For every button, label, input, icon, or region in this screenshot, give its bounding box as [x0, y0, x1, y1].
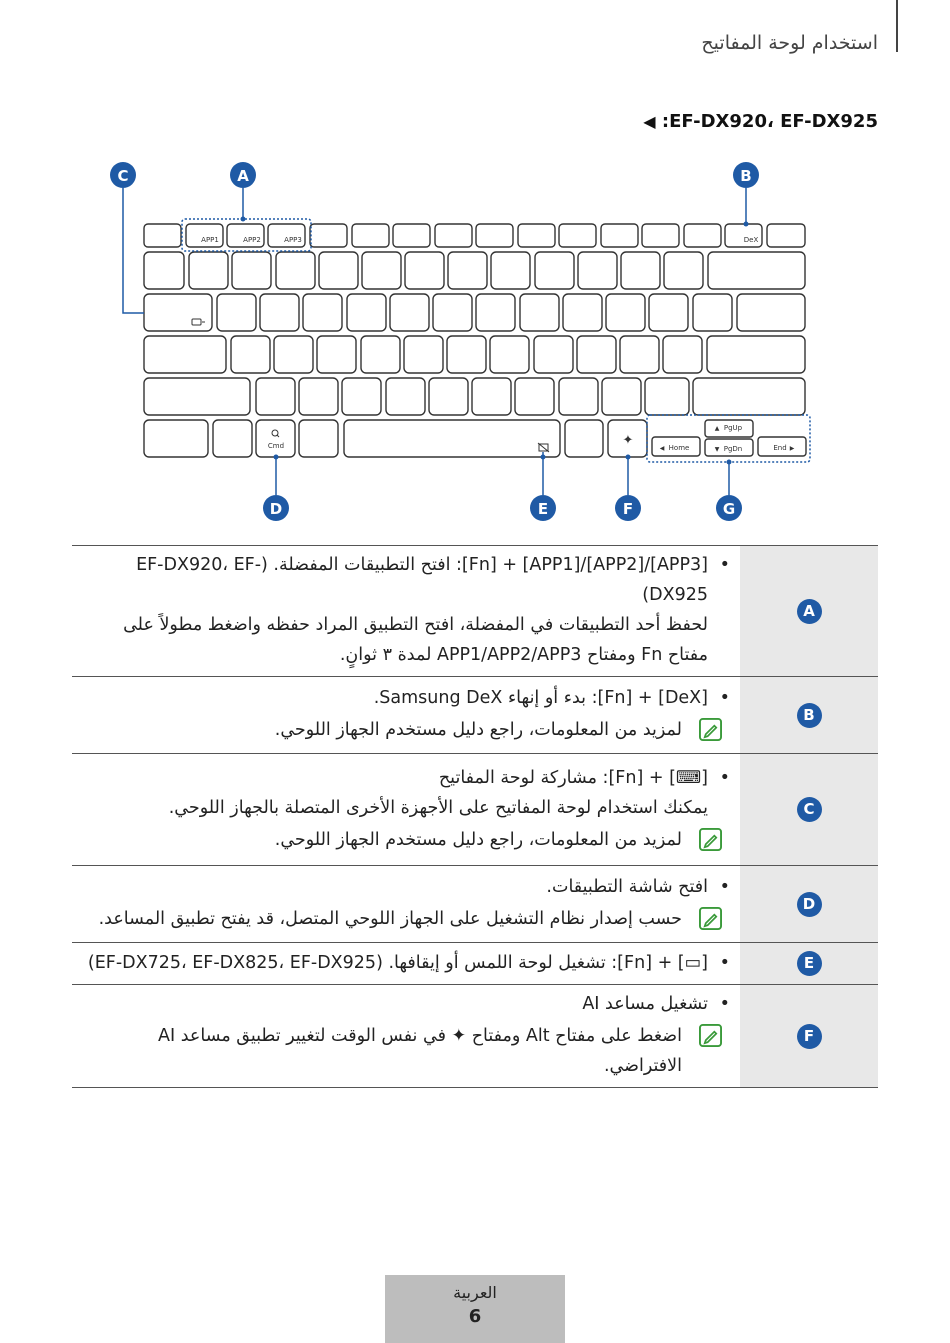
keyboard-diagram: [0, 150, 950, 530]
key: [649, 294, 688, 331]
table-row: [72, 677, 878, 754]
row-badge: D: [797, 892, 822, 917]
svg-text:C: C: [117, 167, 129, 185]
svg-text:G: G: [722, 500, 736, 518]
header-rule: [896, 0, 898, 52]
key: [534, 336, 573, 373]
key: [393, 224, 430, 247]
svg-text:F: F: [622, 500, 634, 518]
key: [563, 294, 602, 331]
key: [256, 378, 295, 415]
key-label-cmd: Cmd: [267, 442, 285, 450]
note-text: اضغط على مفتاح Alt ومفتاح ✦ في نفس الوقت لتغيير تطبيق مساعد AI الافتراضي.: [158, 1026, 682, 1076]
svg-text:A: A: [237, 167, 249, 185]
key: [472, 378, 511, 415]
row-bullet: • افتح شاشة التطبيقات.: [82, 872, 740, 902]
key-rshift: [693, 378, 805, 415]
arrow-left-icon: ◀: [659, 445, 665, 452]
triangle-icon: ◀: [643, 112, 656, 131]
note-text: لمزيد من المعلومات، راجع دليل مستخدم الجهاز اللوحي.: [274, 720, 682, 740]
row-badge: E: [797, 951, 822, 976]
models-text: EF-DX920، EF-DX925:: [661, 111, 878, 132]
row-text: يمكنك استخدام لوحة المفاتيح على الأجهزة الأخرى المتصلة بالجهاز اللوحي.: [168, 797, 708, 818]
row-badge: C: [797, 797, 822, 822]
key-fn: [213, 420, 252, 457]
key: [601, 224, 638, 247]
row-bullet: • [▭] + [Fn]: تشغيل لوحة اللمس أو إيقافها. (EF-DX725، EF-DX825، EF-DX925): [82, 948, 740, 978]
key: [299, 378, 338, 415]
key: [606, 294, 645, 331]
row-bullet: • تشغيل مساعد AI: [82, 989, 740, 1019]
note-text: حسب إصدار نظام التشغيل على الجهاز اللوحي المتصل، قد يفتح تطبيق المساعد.: [98, 909, 682, 929]
key: [317, 336, 356, 373]
row-bullet: • [APP3]/[APP2]/[APP1] + [Fn]: افتح التطبيقات المفضلة. (EF-DX920، EF-DX925): [82, 550, 740, 610]
row-badge: F: [797, 1024, 822, 1049]
key-alt: [299, 420, 338, 457]
feature-table: [72, 545, 878, 1088]
row-badge: B: [797, 703, 822, 728]
footer-language: العربية: [453, 1283, 497, 1302]
key: [577, 336, 616, 373]
key: [435, 224, 472, 247]
key: [390, 294, 429, 331]
key: [352, 224, 389, 247]
callout-g: [716, 495, 742, 521]
key: [189, 252, 228, 289]
key: [535, 252, 574, 289]
svg-text:E: E: [537, 500, 549, 518]
key: [274, 336, 313, 373]
key-ctrl: [144, 420, 208, 457]
key: [362, 252, 401, 289]
table-row: [72, 754, 878, 866]
key: [361, 336, 400, 373]
key-backspace: [708, 252, 805, 289]
note-icon: [699, 1024, 722, 1047]
key: [518, 224, 555, 247]
key: [260, 294, 299, 331]
row-bullet: • [DeX] + [Fn]: بدء أو إنهاء Samsung DeX.: [82, 683, 740, 713]
arrow-right-icon: ▶: [789, 445, 795, 452]
callout-a: [230, 162, 256, 188]
key: [476, 294, 515, 331]
callout-d: [263, 495, 289, 521]
key: [405, 252, 444, 289]
key: [448, 252, 487, 289]
key: [621, 252, 660, 289]
key: [231, 336, 270, 373]
table-row: [72, 985, 878, 1088]
table-row: [72, 546, 878, 677]
callout-c: [110, 162, 136, 188]
key-tab: [144, 294, 212, 331]
key: [276, 252, 315, 289]
row-bullet: • [⌨] + [Fn]: مشاركة لوحة المفاتيح: [82, 763, 740, 793]
key: [642, 224, 679, 247]
note-icon: [699, 907, 722, 930]
key-label-app1: APP1: [201, 236, 219, 244]
key: [447, 336, 486, 373]
arrow-down-icon: ▼: [714, 446, 720, 453]
key: [520, 294, 559, 331]
key: [429, 378, 468, 415]
key: [303, 294, 342, 331]
arrow-up-icon: ▲: [714, 425, 720, 432]
key-label-app2: APP2: [243, 236, 261, 244]
key: [310, 224, 347, 247]
key: [386, 378, 425, 415]
key: [645, 378, 689, 415]
note-icon: [699, 828, 722, 851]
callout-f: [615, 495, 641, 521]
key-lshift: [144, 378, 250, 415]
key: [767, 224, 805, 247]
key-ralt: [565, 420, 603, 457]
key: [737, 294, 805, 331]
key: [347, 294, 386, 331]
key-label-app3: APP3: [284, 236, 302, 244]
key: [664, 252, 703, 289]
note-icon: [699, 718, 722, 741]
row-text: لحفظ أحد التطبيقات في المفضلة، افتح التطبيق المراد حفظه واضغط مطولاً على مفتاح Fn ومفتاح APP1/APP2/APP3 لمدة ٣ ثوانٍ.: [123, 615, 708, 665]
key: [578, 252, 617, 289]
key: [490, 336, 529, 373]
key-caps: [144, 336, 226, 373]
table-row: [72, 943, 878, 985]
key: [342, 378, 381, 415]
key: [515, 378, 554, 415]
ai-sparkle-icon: ✦: [622, 433, 634, 448]
key: [319, 252, 358, 289]
table-row: [72, 866, 878, 943]
key: [433, 294, 472, 331]
callout-e: [530, 495, 556, 521]
key: [559, 224, 596, 247]
key: [693, 294, 732, 331]
key: [602, 378, 641, 415]
key: [404, 336, 443, 373]
page-number: 6: [468, 1306, 482, 1327]
key: [476, 224, 513, 247]
svg-text:D: D: [269, 500, 283, 518]
key-label-pgup: PgUp: [723, 424, 743, 432]
key: [663, 336, 702, 373]
key: [620, 336, 659, 373]
key: [217, 294, 256, 331]
note-text: لمزيد من المعلومات، راجع دليل مستخدم الجهاز اللوحي.: [274, 829, 682, 850]
key-label-home: Home: [668, 444, 690, 452]
callout-b: [733, 162, 759, 188]
models-line: [639, 111, 878, 132]
key: [144, 224, 181, 247]
key-cmd: [256, 420, 295, 457]
key-space: [344, 420, 560, 457]
svg-text:B: B: [740, 167, 752, 185]
key: [144, 252, 184, 289]
key: [232, 252, 271, 289]
key: [491, 252, 530, 289]
key-label-dex: DeX: [743, 236, 759, 244]
key-enter: [707, 336, 805, 373]
key: [684, 224, 721, 247]
key-label-pgdn: PgDn: [723, 445, 743, 453]
key-label-end: End: [773, 444, 787, 452]
key: [559, 378, 598, 415]
row-badge: A: [797, 599, 822, 624]
page-footer: [385, 1275, 565, 1343]
header-title: استخدام لوحة المفاتيح: [701, 32, 878, 54]
